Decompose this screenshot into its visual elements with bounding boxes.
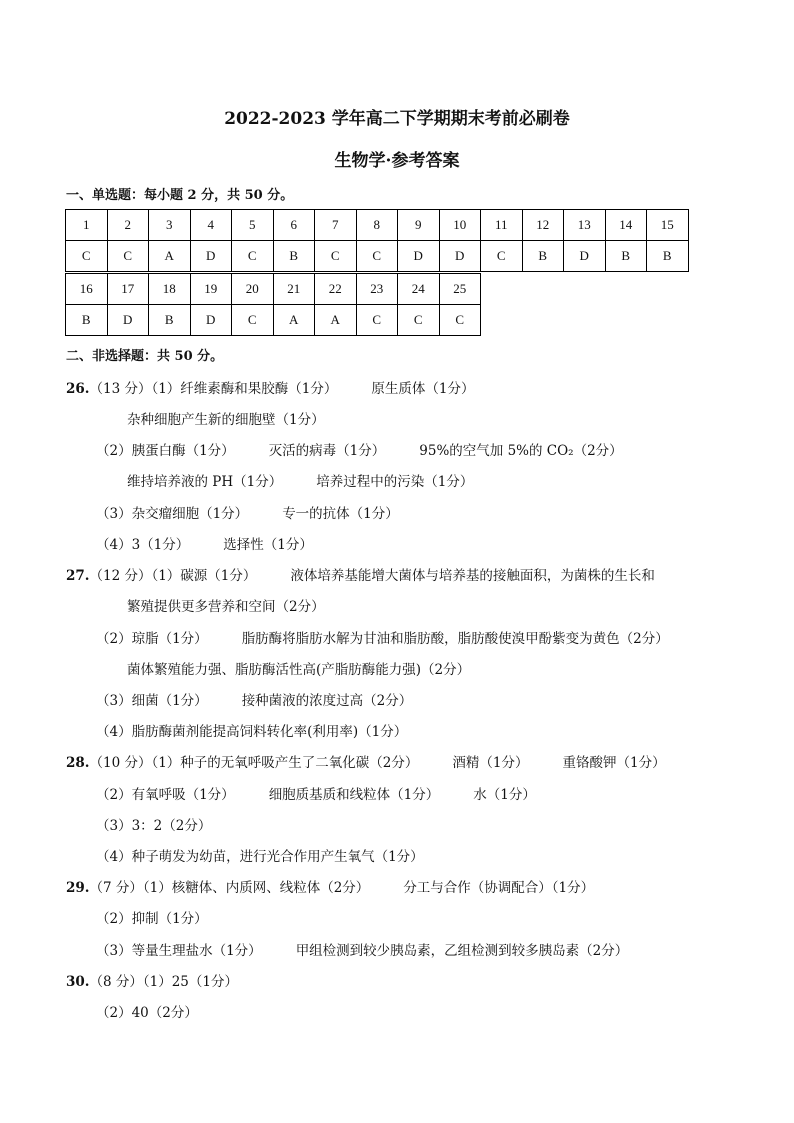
q28-part2-answer1: （2）有氧呼吸（1分）: [96, 787, 235, 803]
question-number-cell: 2: [107, 210, 149, 241]
q26-part2-answer5: 培养过程中的污染（1分）: [316, 474, 474, 490]
q28-part2-answer3: 水（1分）: [473, 787, 536, 803]
question-number-cell: 15: [647, 210, 689, 241]
answer-cell: C: [107, 241, 149, 272]
answer-cell: D: [190, 241, 232, 272]
q27-part3-answer1: （3）细菌（1分）: [96, 693, 208, 709]
q30-line1: [66, 970, 238, 990]
q27-part3-answer2: 接种菌液的浓度过高（2分）: [241, 693, 413, 709]
section1-heading: 一、单选题：每小题 2 分，共 50 分。: [66, 188, 294, 203]
q26-line1: [66, 377, 475, 397]
q29-line2: （2）抑制（1分）: [96, 911, 208, 927]
answer-cell: C: [66, 241, 108, 272]
answer-cell: C: [439, 305, 481, 336]
q26-part2-answer1: （2）胰蛋白酶（1分）: [96, 443, 235, 459]
answer-cell: B: [149, 305, 191, 336]
answer-cell: A: [149, 241, 191, 272]
question-number-cell: 8: [356, 210, 398, 241]
q26-line4: [127, 470, 473, 490]
answer-cell: D: [107, 305, 149, 336]
question-number-cell: 25: [439, 274, 481, 305]
q27-part1-answer1: （12 分）（1）碳源（1分）: [89, 568, 257, 584]
q28-line4: （4）种子萌发为幼苗，进行光合作用产生氧气（1分）: [96, 849, 424, 865]
question-number-cell: 20: [232, 274, 274, 305]
question-number-cell: 24: [398, 274, 440, 305]
question-number-cell: 4: [190, 210, 232, 241]
answer-cell: C: [356, 241, 398, 272]
q28-line2: [96, 783, 536, 803]
q29-part1-answer1: （7 分）（1）核糖体、内质网、线粒体（2分）: [89, 880, 370, 896]
q28-line1: [66, 751, 666, 771]
question-number-cell: 1: [66, 210, 108, 241]
q26-part2-answer3: 95%的空气加 5%的 CO₂（2分）: [419, 443, 623, 459]
q26-part2-answer4: 维持培养液的 PH（1分）: [127, 474, 283, 490]
question-number-cell: 6: [273, 210, 315, 241]
q26-part3-answer1: （3）杂交瘤细胞（1分）: [96, 506, 249, 522]
q27-part2-answer2: 脂肪酶将脂肪水解为甘油和脂肪酸，脂肪酸使溴甲酚紫变为黄色（2分）: [241, 631, 669, 647]
section2-heading: 二、非选择题：共 50 分。: [66, 349, 224, 364]
answer-table-row2: [65, 273, 481, 336]
q27-part2-answer1: （2）琼脂（1分）: [96, 631, 208, 647]
question-number-cell: 22: [315, 274, 357, 305]
q27-line6: （4）脂肪酶菌剂能提高饲料转化率(利用率)（1分）: [96, 724, 408, 740]
question-number-cell: 11: [481, 210, 523, 241]
q27-line4: 菌体繁殖能力强、脂肪酶活性高(产脂肪酶能力强)（2分）: [127, 662, 471, 678]
q28-line3: （3）3：2（2分）: [96, 818, 212, 834]
question-number-cell: 23: [356, 274, 398, 305]
question-number-cell: 19: [190, 274, 232, 305]
q27-line1: [66, 564, 655, 584]
answer-cell: B: [647, 241, 689, 272]
answer-cell: C: [481, 241, 523, 272]
question-number-cell: 13: [564, 210, 606, 241]
q27-line2: 繁殖提供更多营养和空间（2分）: [127, 599, 325, 615]
q29-part3-answer2: 甲组检测到较少胰岛素，乙组检测到较多胰岛素（2分）: [295, 943, 629, 959]
q29-number: 29.: [66, 880, 90, 896]
q26-line6: [96, 533, 313, 553]
answer-cell: A: [273, 305, 315, 336]
answer-cell: D: [439, 241, 481, 272]
q26-line3: [96, 439, 623, 459]
question-number-cell: 3: [149, 210, 191, 241]
q28-part1-answer2: 酒精（1分）: [452, 755, 529, 771]
answer-cell: C: [398, 305, 440, 336]
q29-part3-answer1: （3）等量生理盐水（1分）: [96, 943, 262, 959]
answer-cell: D: [190, 305, 232, 336]
q27-line5: [96, 689, 412, 709]
question-number-cell: 12: [522, 210, 564, 241]
answer-cell: D: [398, 241, 440, 272]
answer-cell: B: [522, 241, 564, 272]
q26-part4-answer2: 选择性（1分）: [223, 537, 313, 553]
answer-row: [66, 241, 689, 272]
q27-part1-answer2: 液体培养基能增大菌体与培养基的接触面积，为菌株的生长和: [290, 568, 655, 584]
q26-part2-answer2: 灭活的病毒（1分）: [268, 443, 386, 459]
answer-cell: C: [315, 241, 357, 272]
q29-line3: [96, 939, 628, 959]
question-number-cell: 16: [66, 274, 108, 305]
q30-line2: （2）40（2分）: [96, 1005, 198, 1021]
answer-cell: B: [605, 241, 647, 272]
document-subtitle: 生物学·参考答案: [334, 151, 460, 171]
q28-part2-answer2: 细胞质基质和线粒体（1分）: [268, 787, 440, 803]
q28-part1-answer3: 重铬酸钾（1分）: [562, 755, 666, 771]
q30-part1-answer: （8 分）（1）25（1分）: [89, 974, 238, 990]
question-number-cell: 18: [149, 274, 191, 305]
question-number-cell: 9: [398, 210, 440, 241]
answer-cell: C: [356, 305, 398, 336]
q28-part1-answer1: （10 分）（1）种子的无氧呼吸产生了二氧化碳（2分）: [89, 755, 419, 771]
q27-number: 27.: [66, 568, 90, 584]
question-number-cell: 5: [232, 210, 274, 241]
q26-part3-answer2: 专一的抗体（1分）: [282, 506, 399, 522]
q26-part1-answer2: 原生质体（1分）: [371, 381, 475, 397]
answer-cell: B: [273, 241, 315, 272]
answer-row: [66, 305, 481, 336]
answer-table-row1: [65, 209, 689, 272]
q26-line2: 杂种细胞产生新的细胞壁（1分）: [127, 412, 325, 428]
question-number-cell: 14: [605, 210, 647, 241]
answer-cell: D: [564, 241, 606, 272]
q29-part1-answer2: 分工与合作（协调配合）（1分）: [403, 880, 595, 896]
question-number-cell: 10: [439, 210, 481, 241]
q29-line1: [66, 876, 594, 896]
q27-line3: [96, 627, 669, 647]
question-number-cell: 21: [273, 274, 315, 305]
answer-cell: A: [315, 305, 357, 336]
q26-part4-answer1: （4）3（1分）: [96, 537, 190, 553]
question-number-cell: 17: [107, 274, 149, 305]
question-number-row: [66, 210, 689, 241]
q26-number: 26.: [66, 381, 90, 397]
document-title: 2022-2023 学年高二下学期期末考前必刷卷: [224, 109, 570, 129]
question-number-row: [66, 274, 481, 305]
answer-cell: C: [232, 241, 274, 272]
q26-part1-answer1: （13 分）（1）纤维素酶和果胶酶（1分）: [89, 381, 338, 397]
q26-line5: [96, 502, 399, 522]
q30-number: 30.: [66, 974, 90, 990]
answer-cell: B: [66, 305, 108, 336]
answer-cell: C: [232, 305, 274, 336]
question-number-cell: 7: [315, 210, 357, 241]
q28-number: 28.: [66, 755, 90, 771]
